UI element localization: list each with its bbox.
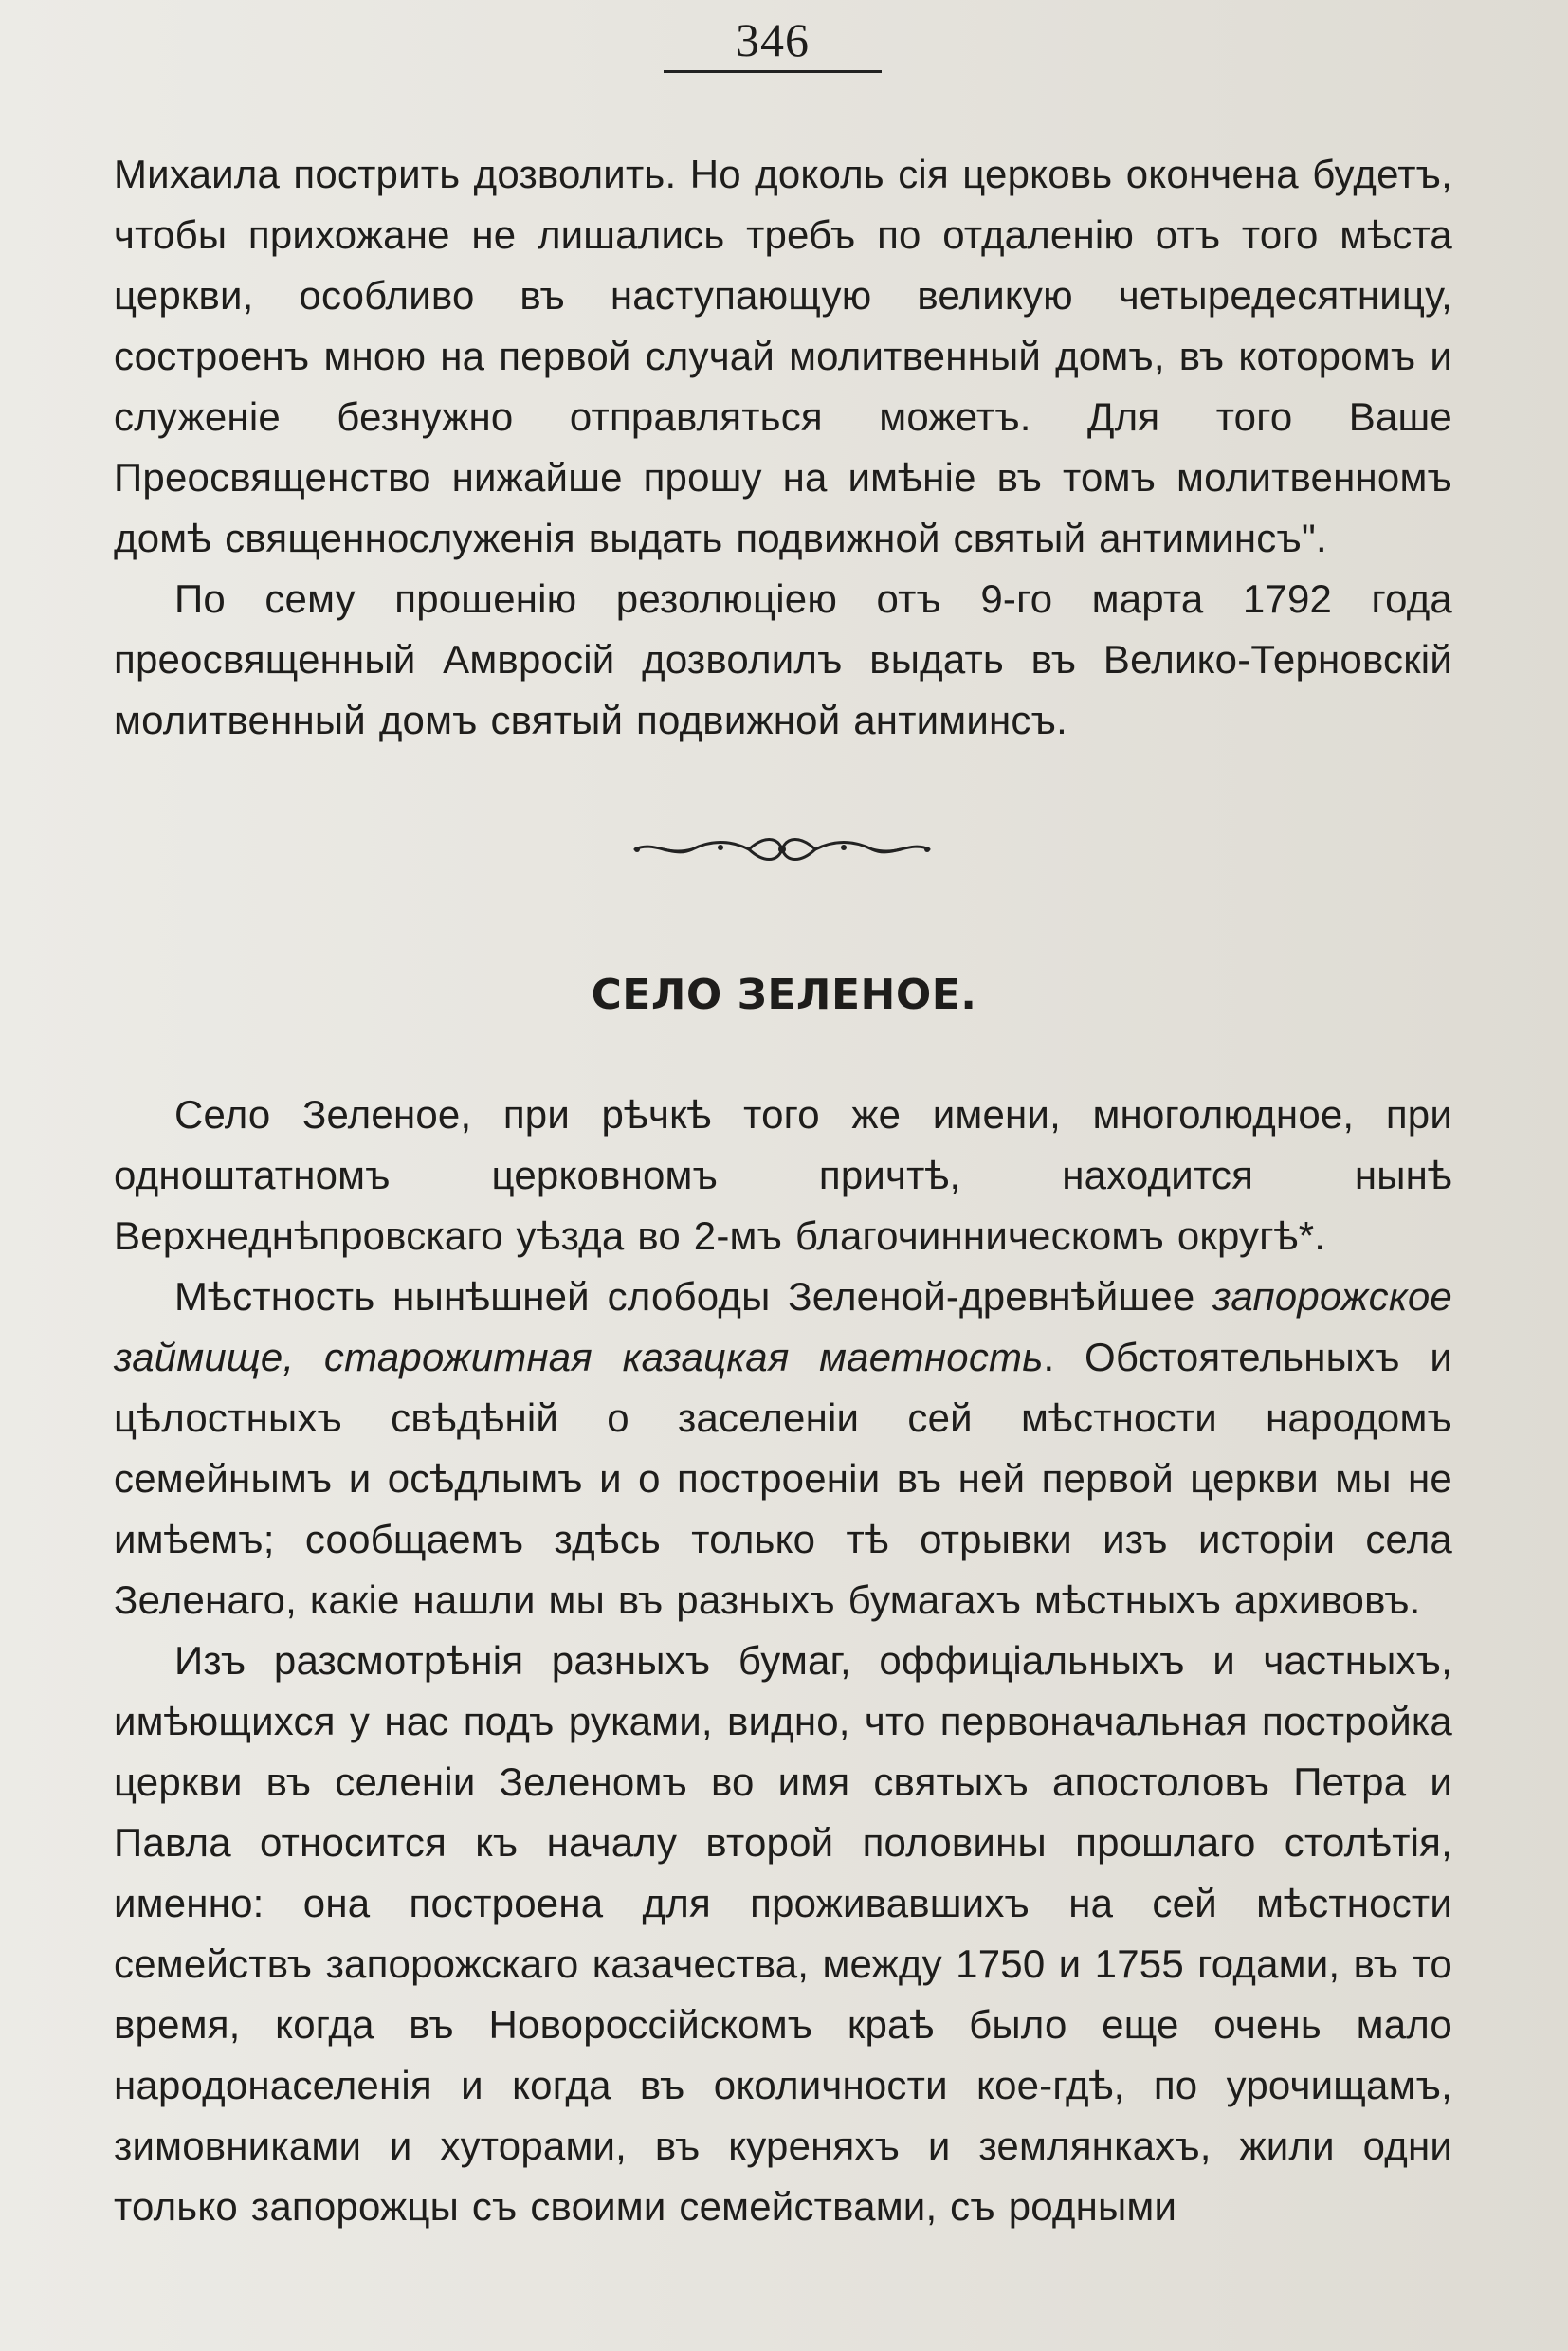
page-number: 346 [736, 13, 810, 66]
paragraph-text: . Обстоятельныхъ и цѣлостныхъ свѣдѣній о заселеніи сей мѣстности народомъ семейнымъ и осѣдлымъ и о построеніи въ ней первой церкви мы не имѣемъ; сообщаемъ здѣсь только тѣ отрывки изъ исторіи села Зеленаго, какіе нашли мы въ разныхъ бумагахъ мѣстныхъ архивовъ. [114, 1335, 1452, 1622]
section-body [114, 1084, 1452, 2237]
paragraph: По сему прошенію резолюціею отъ 9-го марта 1792 года преосвященный Амвросій дозволилъ выдать въ Велико-Терновскій молитвенный домъ святый подвижной антиминсъ. [114, 576, 1452, 742]
paragraph: Село Зеленое, при рѣчкѣ того же имени, многолюдное, при одноштатномъ церковномъ причтѣ, находится нынѣ Верхнеднѣпровскаго уѣзда во 2-мъ благочинническомъ округѣ*. [114, 1092, 1452, 1258]
paragraph-text: Мѣстность нынѣшней слободы Зеленой-древнѣйшее [174, 1274, 1213, 1319]
page-number-rule [664, 70, 882, 73]
ornament-divider [626, 825, 939, 872]
paragraph [114, 1267, 1452, 1631]
italic-phrase: запорожское займище, старожитная казацкая маетность [114, 1274, 1452, 1379]
paragraph: Изъ разсмотрѣнія разныхъ бумаг, оффиціальныхъ и частныхъ, имѣющихся у нас подъ руками, видно, что первоначальная постройка церкви въ селеніи Зеленомъ во имя святыхъ апостоловъ Петра и Павла относится къ началу второй половины прошлаго столѣтія, именно: она построена для проживавшихъ на сей мѣстности семействъ запорожскаго казачества, между 1750 и 1755 годами, въ то время, когда въ Новороссійскомъ краѣ было еще очень мало народонаселенія и когда въ околичности кое-гдѣ, по урочищамъ, зимовниками и хуторами, въ куреняхъ и землянкахъ, жили одни только запорожцы съ своими семействами, съ родными [114, 1638, 1452, 2229]
paragraph: Михаила пострить дозволить. Но доколь сія церковь окончена будетъ, чтобы прихожане не лишались требъ по отдаленію отъ того мѣста церкви, особливо въ наступающую великую четыредесятницу, состроенъ мною на первой случай молитвенный домъ, въ которомъ и служеніе безнужно отправляться можетъ. Для того Ваше Преосвященство нижайше прошу на имѣніе въ томъ молитвенномъ домѣ священнослуженія выдать подвижной святый антиминсъ". [114, 152, 1452, 560]
section-continuation [114, 144, 1452, 751]
section-heading: СЕЛО ЗЕЛЕНОЕ. [591, 971, 977, 1019]
